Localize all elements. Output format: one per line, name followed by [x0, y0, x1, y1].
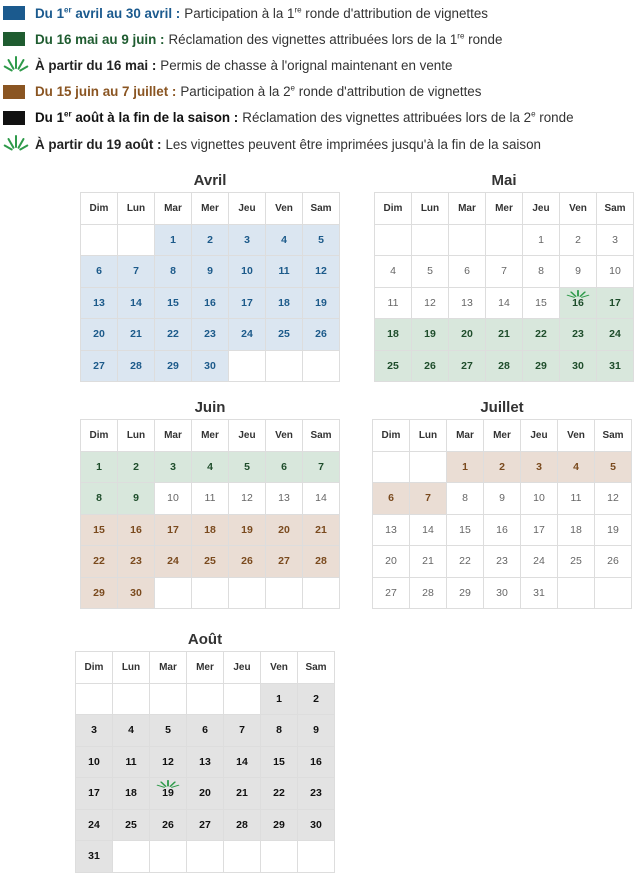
day-cell: 10	[521, 483, 558, 515]
day-cell: 29	[261, 810, 298, 842]
day-cell: 24	[521, 546, 558, 578]
day-cell: 2	[298, 684, 335, 716]
day-cell: 21	[118, 319, 155, 351]
day-cell: 23	[298, 778, 335, 810]
day-cell: 23	[484, 546, 521, 578]
day-cell: 14	[303, 483, 340, 515]
day-cell: 7	[303, 452, 340, 484]
day-cell: 30	[118, 578, 155, 610]
empty-cell	[155, 578, 192, 610]
day-cell: 1	[523, 225, 560, 257]
day-cell: 22	[261, 778, 298, 810]
legend	[3, 0, 640, 157]
day-cell: 23	[118, 546, 155, 578]
day-cell: 29	[447, 578, 484, 610]
weekday-header: Dim	[373, 420, 410, 452]
day-cell: 7	[224, 715, 261, 747]
weekday-header: Dim	[375, 193, 412, 225]
weekday-header: Mar	[150, 652, 187, 684]
weekday-header: Mer	[192, 420, 229, 452]
day-cell: 14	[410, 515, 447, 547]
day-cell: 5	[412, 256, 449, 288]
day-cell: 19	[412, 319, 449, 351]
day-cell: 20	[81, 319, 118, 351]
day-cell: 9	[484, 483, 521, 515]
legend-item	[3, 79, 640, 105]
color-swatch	[3, 85, 25, 99]
day-cell: 2	[118, 452, 155, 484]
day-cell: 11	[266, 256, 303, 288]
day-cell: 21	[303, 515, 340, 547]
day-cell: 21	[224, 778, 261, 810]
day-cell: 1	[155, 225, 192, 257]
day-cell: 28	[224, 810, 261, 842]
day-cell: 9	[298, 715, 335, 747]
day-cell: 5	[303, 225, 340, 257]
day-cell: 27	[373, 578, 410, 610]
legend-date-range: Du 1er avril au 30 avril :	[35, 5, 181, 21]
day-cell: 26	[150, 810, 187, 842]
day-cell: 23	[192, 319, 229, 351]
day-cell: 5	[595, 452, 632, 484]
day-cell: 29	[81, 578, 118, 610]
day-cell: 13	[81, 288, 118, 320]
day-cell: 27	[449, 351, 486, 383]
legend-description: Participation à la 1re ronde d'attribution de vignettes	[184, 5, 489, 21]
sparkle-icon	[156, 780, 180, 789]
day-cell: 28	[410, 578, 447, 610]
day-cell: 4	[113, 715, 150, 747]
day-cell: 17	[597, 288, 634, 320]
day-cell: 8	[447, 483, 484, 515]
calendar-aout	[75, 629, 335, 873]
day-cell: 18	[192, 515, 229, 547]
weekday-header: Mer	[187, 652, 224, 684]
day-cell: 22	[447, 546, 484, 578]
day-cell: 31	[521, 578, 558, 610]
day-cell: 10	[597, 256, 634, 288]
weekday-header: Jeu	[224, 652, 261, 684]
weekday-header: Jeu	[229, 193, 266, 225]
weekday-header: Sam	[303, 193, 340, 225]
legend-item	[3, 0, 640, 26]
day-cell: 3	[155, 452, 192, 484]
day-cell: 28	[303, 546, 340, 578]
day-cell: 10	[76, 747, 113, 779]
day-cell: 13	[187, 747, 224, 779]
day-cell: 15	[81, 515, 118, 547]
day-cell: 6	[373, 483, 410, 515]
day-cell: 20	[187, 778, 224, 810]
calendar-juin	[80, 397, 340, 609]
day-cell: 13	[266, 483, 303, 515]
day-cell: 1	[261, 684, 298, 716]
weekday-header: Jeu	[523, 193, 560, 225]
weekday-header: Mar	[447, 420, 484, 452]
legend-description: Les vignettes peuvent être imprimées jusqu'à la fin de la saison	[165, 136, 541, 152]
weekday-header: Mar	[155, 420, 192, 452]
month-grid	[75, 651, 335, 873]
weekday-header: Ven	[558, 420, 595, 452]
day-cell: 11	[113, 747, 150, 779]
day-cell: 27	[266, 546, 303, 578]
weekday-header: Dim	[81, 420, 118, 452]
day-cell: 15	[447, 515, 484, 547]
day-cell: 18	[375, 319, 412, 351]
day-cell: 4	[266, 225, 303, 257]
month-title: Mai	[491, 172, 517, 189]
weekday-header: Dim	[81, 193, 118, 225]
day-cell: 25	[266, 319, 303, 351]
empty-cell	[113, 841, 150, 873]
sparkle-icon	[566, 290, 590, 299]
month-title: Avril	[193, 172, 227, 189]
day-cell: 12	[412, 288, 449, 320]
day-cell: 11	[192, 483, 229, 515]
day-cell: 4	[375, 256, 412, 288]
month-grid	[80, 419, 340, 609]
day-cell: 17	[76, 778, 113, 810]
calendar-avril	[80, 170, 340, 382]
day-cell: 21	[486, 319, 523, 351]
day-cell: 3	[229, 225, 266, 257]
empty-cell	[224, 684, 261, 716]
empty-cell	[266, 351, 303, 383]
day-cell: 24	[597, 319, 634, 351]
day-cell: 7	[486, 256, 523, 288]
empty-cell	[113, 684, 150, 716]
weekday-header: Jeu	[521, 420, 558, 452]
day-cell: 27	[81, 351, 118, 383]
day-cell: 26	[595, 546, 632, 578]
legend-date-range: Du 15 juin au 7 juillet :	[35, 84, 177, 100]
day-cell: 24	[229, 319, 266, 351]
legend-date-range: Du 16 mai au 9 juin :	[35, 31, 165, 47]
color-swatch	[3, 6, 25, 20]
day-cell: 27	[187, 810, 224, 842]
day-cell: 20	[266, 515, 303, 547]
day-cell: 16	[298, 747, 335, 779]
day-cell: 17	[229, 288, 266, 320]
legend-description: Participation à la 2e ronde d'attribution de vignettes	[180, 83, 482, 100]
day-cell: 2	[560, 225, 597, 257]
weekday-header: Sam	[595, 420, 632, 452]
day-cell: 16	[560, 288, 597, 320]
day-cell: 26	[229, 546, 266, 578]
day-cell: 30	[484, 578, 521, 610]
day-cell: 18	[558, 515, 595, 547]
empty-cell	[410, 452, 447, 484]
day-cell: 9	[560, 256, 597, 288]
day-cell: 24	[76, 810, 113, 842]
day-cell: 3	[597, 225, 634, 257]
legend-description: Réclamation des vignettes attribuées lors de la 1re ronde	[168, 31, 503, 47]
day-cell: 6	[81, 256, 118, 288]
legend-description: Réclamation des vignettes attribuées lors de la 2e ronde	[242, 109, 574, 126]
day-cell: 14	[486, 288, 523, 320]
empty-cell	[266, 578, 303, 610]
weekday-header: Mar	[155, 193, 192, 225]
day-cell: 30	[298, 810, 335, 842]
day-cell: 22	[523, 319, 560, 351]
day-cell: 2	[192, 225, 229, 257]
day-cell: 28	[486, 351, 523, 383]
day-cell: 25	[113, 810, 150, 842]
color-swatch	[3, 111, 25, 125]
empty-cell	[595, 578, 632, 610]
day-cell: 19	[303, 288, 340, 320]
day-cell: 9	[192, 256, 229, 288]
legend-item	[3, 26, 640, 52]
month-grid	[80, 192, 340, 382]
day-cell: 5	[150, 715, 187, 747]
weekday-header: Lun	[118, 420, 155, 452]
day-cell: 26	[303, 319, 340, 351]
day-cell: 6	[449, 256, 486, 288]
day-cell: 9	[118, 483, 155, 515]
day-cell: 22	[155, 319, 192, 351]
empty-cell	[229, 351, 266, 383]
empty-cell	[81, 225, 118, 257]
weekday-header: Ven	[261, 652, 298, 684]
day-cell: 29	[155, 351, 192, 383]
legend-item	[3, 105, 640, 131]
day-cell: 8	[261, 715, 298, 747]
weekday-header: Lun	[412, 193, 449, 225]
day-cell: 28	[118, 351, 155, 383]
empty-cell	[192, 578, 229, 610]
weekday-header: Lun	[410, 420, 447, 452]
day-cell: 25	[375, 351, 412, 383]
month-title: Août	[187, 631, 223, 648]
empty-cell	[303, 351, 340, 383]
day-cell: 21	[410, 546, 447, 578]
day-cell: 6	[187, 715, 224, 747]
day-cell: 19	[150, 778, 187, 810]
weekday-header: Mar	[449, 193, 486, 225]
day-cell: 7	[118, 256, 155, 288]
day-cell: 30	[560, 351, 597, 383]
empty-cell	[373, 452, 410, 484]
day-cell: 25	[558, 546, 595, 578]
weekday-header: Ven	[266, 193, 303, 225]
day-cell: 17	[521, 515, 558, 547]
weekday-header: Mer	[486, 193, 523, 225]
day-cell: 23	[560, 319, 597, 351]
empty-cell	[229, 578, 266, 610]
weekday-header: Mer	[484, 420, 521, 452]
empty-cell	[486, 225, 523, 257]
day-cell: 18	[266, 288, 303, 320]
day-cell: 8	[523, 256, 560, 288]
legend-description: Permis de chasse à l'orignal maintenant en vente	[160, 57, 453, 73]
color-swatch	[3, 32, 25, 46]
day-cell: 8	[155, 256, 192, 288]
month-grid	[374, 192, 634, 382]
empty-cell	[187, 684, 224, 716]
day-cell: 13	[449, 288, 486, 320]
legend-date-range: À partir du 16 mai :	[35, 57, 157, 73]
legend-date-range: À partir du 19 août :	[35, 136, 162, 152]
day-cell: 17	[155, 515, 192, 547]
weekday-header: Lun	[118, 193, 155, 225]
day-cell: 19	[229, 515, 266, 547]
calendar-juillet	[372, 397, 632, 609]
day-cell: 10	[155, 483, 192, 515]
day-cell: 1	[447, 452, 484, 484]
day-cell: 18	[113, 778, 150, 810]
day-cell: 12	[303, 256, 340, 288]
day-cell: 2	[484, 452, 521, 484]
day-cell: 16	[192, 288, 229, 320]
weekday-header: Ven	[560, 193, 597, 225]
day-cell: 14	[118, 288, 155, 320]
day-cell: 16	[118, 515, 155, 547]
weekday-header: Sam	[597, 193, 634, 225]
day-cell: 4	[558, 452, 595, 484]
day-cell: 13	[373, 515, 410, 547]
day-cell: 22	[81, 546, 118, 578]
empty-cell	[303, 578, 340, 610]
day-cell: 8	[81, 483, 118, 515]
empty-cell	[558, 578, 595, 610]
legend-date-range: Du 1er août à la fin de la saison :	[35, 109, 239, 126]
empty-cell	[449, 225, 486, 257]
legend-item	[3, 52, 640, 78]
legend-item	[3, 131, 640, 157]
day-cell: 5	[229, 452, 266, 484]
day-cell: 25	[192, 546, 229, 578]
day-cell: 29	[523, 351, 560, 383]
day-cell: 15	[523, 288, 560, 320]
day-cell: 15	[261, 747, 298, 779]
day-cell: 24	[155, 546, 192, 578]
weekday-header: Sam	[303, 420, 340, 452]
day-cell: 30	[192, 351, 229, 383]
day-cell: 12	[595, 483, 632, 515]
weekday-header: Lun	[113, 652, 150, 684]
day-cell: 16	[484, 515, 521, 547]
month-title: Juillet	[480, 399, 524, 416]
weekday-header: Dim	[76, 652, 113, 684]
day-cell: 4	[192, 452, 229, 484]
empty-cell	[298, 841, 335, 873]
empty-cell	[261, 841, 298, 873]
empty-cell	[412, 225, 449, 257]
day-cell: 11	[558, 483, 595, 515]
calendar-mai	[374, 170, 634, 382]
empty-cell	[375, 225, 412, 257]
day-cell: 11	[375, 288, 412, 320]
weekday-header: Mer	[192, 193, 229, 225]
weekday-header: Jeu	[229, 420, 266, 452]
month-title: Juin	[194, 399, 226, 416]
month-grid	[372, 419, 632, 609]
day-cell: 10	[229, 256, 266, 288]
empty-cell	[187, 841, 224, 873]
empty-cell	[150, 841, 187, 873]
day-cell: 26	[412, 351, 449, 383]
empty-cell	[118, 225, 155, 257]
day-cell: 12	[229, 483, 266, 515]
day-cell: 1	[81, 452, 118, 484]
sparkle-icon	[3, 135, 29, 153]
day-cell: 31	[597, 351, 634, 383]
weekday-header: Ven	[266, 420, 303, 452]
day-cell: 20	[373, 546, 410, 578]
day-cell: 6	[266, 452, 303, 484]
day-cell: 3	[521, 452, 558, 484]
day-cell: 7	[410, 483, 447, 515]
day-cell: 12	[150, 747, 187, 779]
day-cell: 19	[595, 515, 632, 547]
sparkle-icon	[3, 56, 29, 74]
day-cell: 31	[76, 841, 113, 873]
day-cell: 14	[224, 747, 261, 779]
weekday-header: Sam	[298, 652, 335, 684]
day-cell: 3	[76, 715, 113, 747]
day-cell: 15	[155, 288, 192, 320]
empty-cell	[76, 684, 113, 716]
day-cell: 20	[449, 319, 486, 351]
empty-cell	[150, 684, 187, 716]
empty-cell	[224, 841, 261, 873]
